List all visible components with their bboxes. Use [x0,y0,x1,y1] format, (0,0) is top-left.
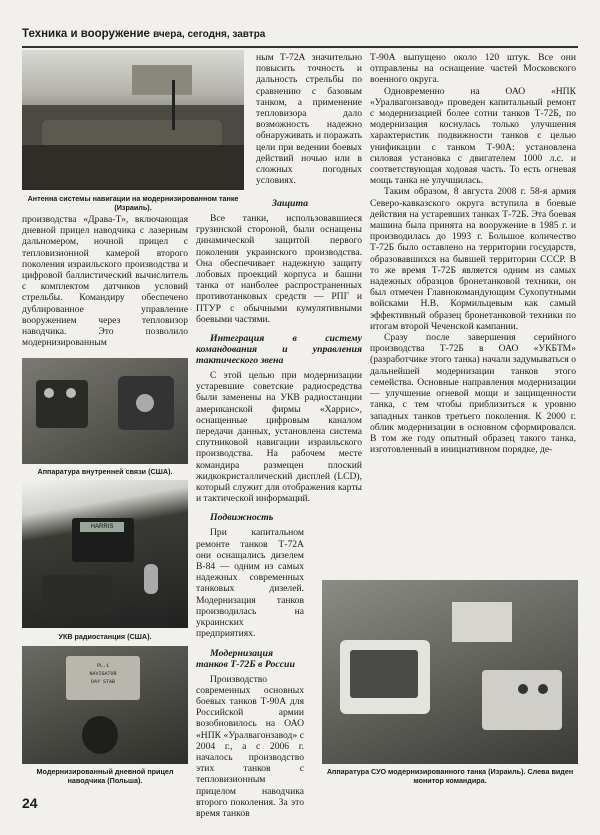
paragraph: Все танки, использовавшиеся грузинской стороной, были оснащены динамической защитой первого поколения украинского производства. Она обеспечивает надежную защиту лобовых проекций корпуса и башни танка от наиболее распространенных противотанковых средств — РПГ и ПТУР с обычными кумулятивными боевыми частями. [196,213,362,325]
photo-suo-apparatus [322,580,578,764]
sight-plate-line: PL.1 [96,663,109,669]
paragraph: Таким образом, 8 августа 2008 г. 58-я армия Северо-кавказского округа вступила в боевые действия на устаревших танках Т-72Б. Эта боевая машина была принята на вооружение в 1985 г. и производилась до 1993 г. Большое количество Т-72Б было оставлено на территории государств, образовавшихся на бывшей территории СССР. В то же время Т-72Б является одним из самых надежных образцов бронетанковой техники, он был отмечен Главнокомандующим Сухопутными войсками Н.В. Кормильцевым как самый эффективный образец бронетанковой техники по итогам второй Чеченской кампании. [370,186,576,332]
paragraph: ным Т-72А значительно повысить точность и дальность стрельбы по сравнению с базовым танком, а применение тепловизора дало возможность надежно обнаруживать и поражать цели при ведении боевых действий ночью или в сложных погодных условиях. [256,52,362,187]
caption-sight: Модернизированный дневной прицел наводчика (Польша). [36,767,174,785]
caption-antenna: Антенна системы навигации на модернизированном танке (Израиль). [27,194,239,212]
sight-plate-line: NAVIGATOR [89,671,117,677]
sight-plate-line: DAY STAB [90,679,115,685]
paragraph: Т-90А выпущено около 120 штук. Все они отправлены на оснащение частей Московского военного округа. [370,52,576,86]
photo-day-sight [22,646,188,764]
column-2 [196,52,362,186]
column-3 [370,52,576,455]
caption-suo: Аппаратура СУО модернизированного танка (Израиль). Слева виден монитор командира. [326,767,574,785]
paragraph: Производство современных основных боевых танков Т-90А для Российской армии возобновилось на ОАО «НПК «Уралвагонзавод» с 2004 г., а с 2006 г. началось производство этих танков с тепловизионным прицелом наводчика второго поколения. За это время танков [196,673,304,819]
header-title: Техника и вооружение [22,28,150,40]
photo-radio [22,480,188,628]
paragraph: производства «Драва-Т», включающая дневной прицел наводчика с лазерным дальномером, ночной прицел с тепловизионной камерой второго поколения израильского производства и цифровой баллистический вычислитель с комплектом датчиков условий стрельбы. Командиру обеспечено дублированное управление вооружением через тепловизор наводчика. Это позволило модернизированным [22,214,188,349]
heading-protection: Защита [272,198,309,209]
caption-radio: УКВ радиостанция (США). [58,632,152,641]
heading-mobility: Подвижность [210,512,274,524]
photo-intercom [22,358,188,464]
heading-t72b: Модернизация танков Т-72Б в России [196,647,295,670]
paragraph: Сразу после завершения серийного производства Т-72Б в ОАО «УКБТМ» (разработчике этого танка) начали задумываться о дальнейшей модернизации танков этого семейства. Основные направления модернизации — улучшение огневой мощи и защищенности танка, с тем чтобы приблизиться к уровню западных танков третьего поколения. К 2000 г. облик модернизации в основном сформировался. В том же году опытный образец такого танка, изготовленный в инициативном порядке, де- [370,332,576,456]
caption-intercom: Аппаратура внутренней связи (США). [37,467,173,476]
heading-integration: Интеграция в систему командования и управления тактического звена [196,333,362,367]
header-subtitle: вчера, сегодня, завтра [153,29,266,40]
paragraph: При капитальном ремонте танков Т-72А они оснащались дизелем В-84 — одним из самых надежных современных танковых дизелей. Модернизация танков производилась на украинских предприятиях. [196,527,304,640]
paragraph: Одновременно на ОАО «НПК «Уралвагонзавод» проведен капитальный ремонт с модернизацией более сотни танков Т-72Б, по модернизация коснулась только улучшения характеристик подвижности танков с целью унификации с танком Т-90А: установлена силовая установка с двигателем 1000 л.с. и соответствующая ходовая часть. То есть огневая мощь танка не улучшилась. [370,85,576,187]
running-header [22,28,578,48]
column-1 [22,214,188,348]
page-number: 24 [22,795,38,811]
radio-display: HARRIS [80,522,124,532]
paragraph: С этой целью при модернизации устаревшие советские радиосредства были заменены на УКВ радиостанции американской фирмы «Харрис», оснащенные цифровым каналом передачи данных, установлена система спутниковой навигации израильского производства. На рабочем месте командира размещен плоский жидкокристаллический дисплей (LCD), который служит для отображения карты и тактической информаций. [196,370,362,505]
